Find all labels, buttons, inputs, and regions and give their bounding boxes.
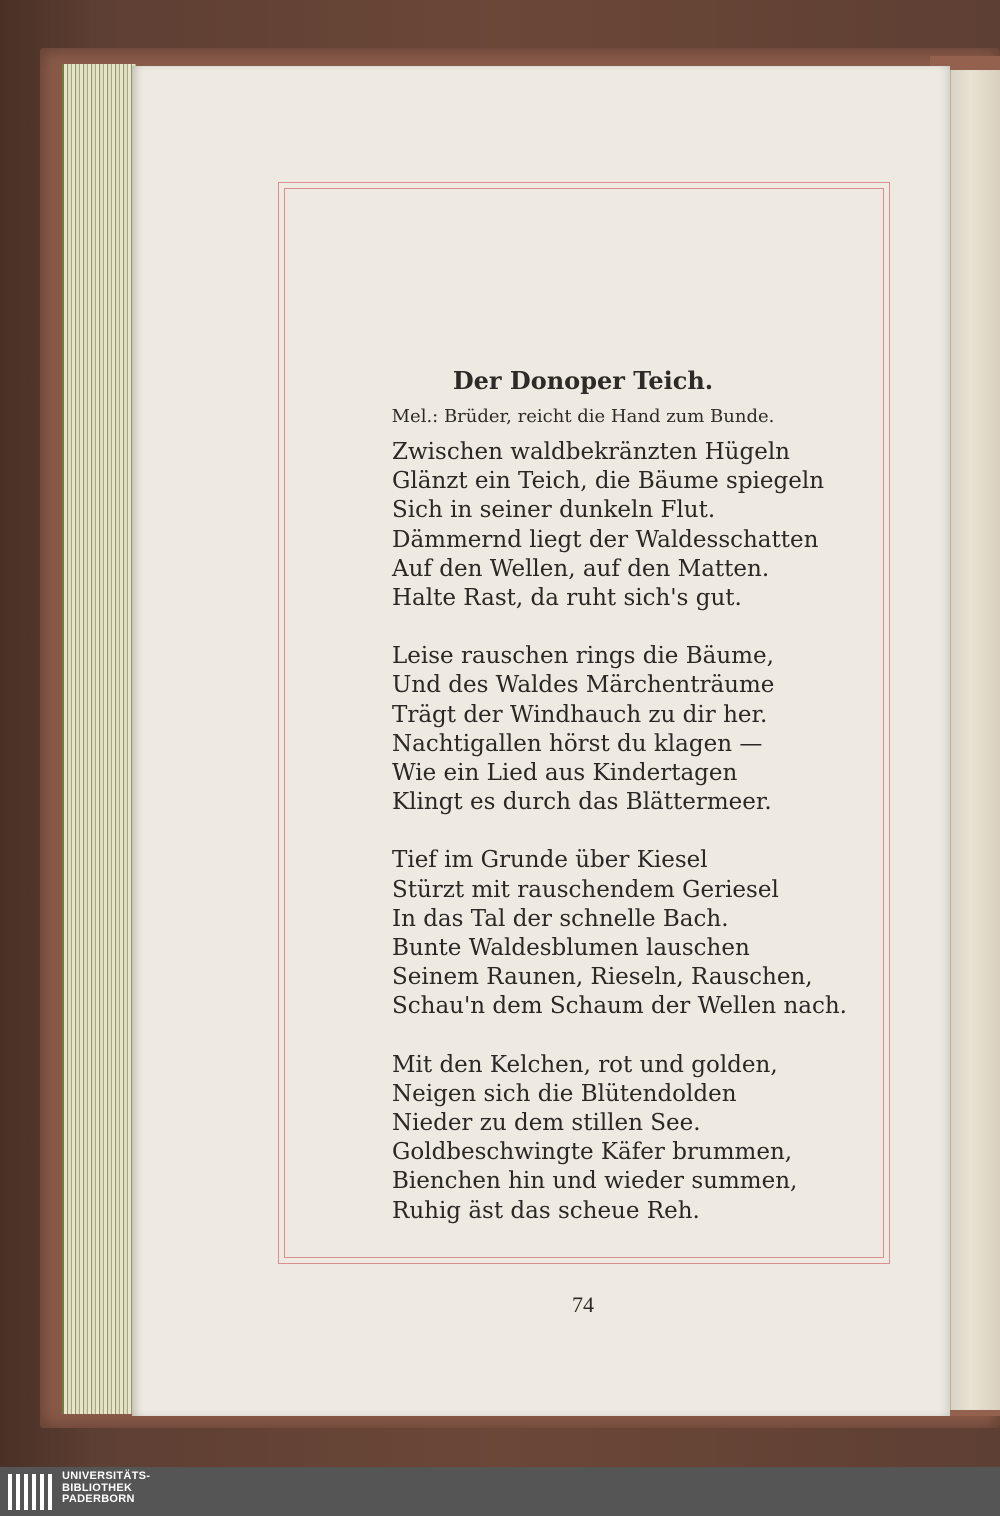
verse-line: Dämmernd liegt der Waldesschatten <box>392 526 819 553</box>
stanza <box>392 438 862 613</box>
verse-line: Leise rauschen rings die Bäume, <box>392 643 774 670</box>
verse-line: Klingt es durch das Blättermeer. <box>392 789 772 816</box>
verse-line: Stürzt mit rauschendem Geriesel <box>392 876 779 903</box>
verse-line: Bienchen hin und wieder summen, <box>392 1168 798 1195</box>
library-logo-icon <box>8 1474 54 1510</box>
library-name-line: UNIVERSITÄTS- <box>62 1470 151 1482</box>
verse-line: Nieder zu dem stillen See. <box>392 1110 701 1137</box>
poem-title: Der Donoper Teich. <box>452 366 714 395</box>
verse-line: Ruhig äst das scheue Reh. <box>392 1197 700 1224</box>
verse-line: Seinem Raunen, Rieseln, Rauschen, <box>392 964 813 991</box>
verse-line: Tief im Grunde über Kiesel <box>392 847 708 874</box>
verse-line: Glänzt ein Teich, die Bäume spiegeln <box>392 468 825 495</box>
stanza <box>392 1051 862 1226</box>
verse-line: In das Tal der schnelle Bach. <box>392 905 729 932</box>
verse-line: Mit den Kelchen, rot und golden, <box>392 1051 778 1078</box>
poem-melody: Mel.: Brüder, reicht die Hand zum Bunde. <box>391 406 775 427</box>
page-edges <box>62 64 136 1414</box>
verse-line: Auf den Wellen, auf den Matten. <box>392 555 770 582</box>
verse-line: Halte Rast, da ruht sich's gut. <box>392 585 742 612</box>
verse-line: Nachtigallen hörst du klagen — <box>392 730 763 757</box>
verse-line: Schau'n dem Schaum der Wellen nach. <box>392 993 847 1020</box>
verse-line: Goldbeschwingte Käfer brummen, <box>392 1139 793 1166</box>
poem-body <box>392 438 862 1255</box>
library-name-line: BIBLIOTHEK <box>62 1481 133 1494</box>
verse-line: Trägt der Windhauch zu dir her. <box>392 701 768 728</box>
verse-line: Sich in seiner dunkeln Flut. <box>392 497 716 524</box>
next-page-edge <box>950 70 1000 1410</box>
stanza <box>392 642 862 817</box>
verse-line: Wie ein Lied aus Kindertagen <box>392 760 738 787</box>
library-name <box>62 1471 150 1506</box>
verse-line: Zwischen waldbekränzten Hügeln <box>392 439 790 465</box>
verse-line: Neigen sich die Blütendolden <box>392 1080 737 1107</box>
library-name-line: PADERBORN <box>62 1493 135 1505</box>
verse-line: Bunte Waldesblumen lauschen <box>392 935 750 962</box>
page-number: 74 <box>572 1292 594 1317</box>
stanza <box>392 846 862 1021</box>
verse-line: Und des Waldes Märchenträume <box>392 672 775 699</box>
